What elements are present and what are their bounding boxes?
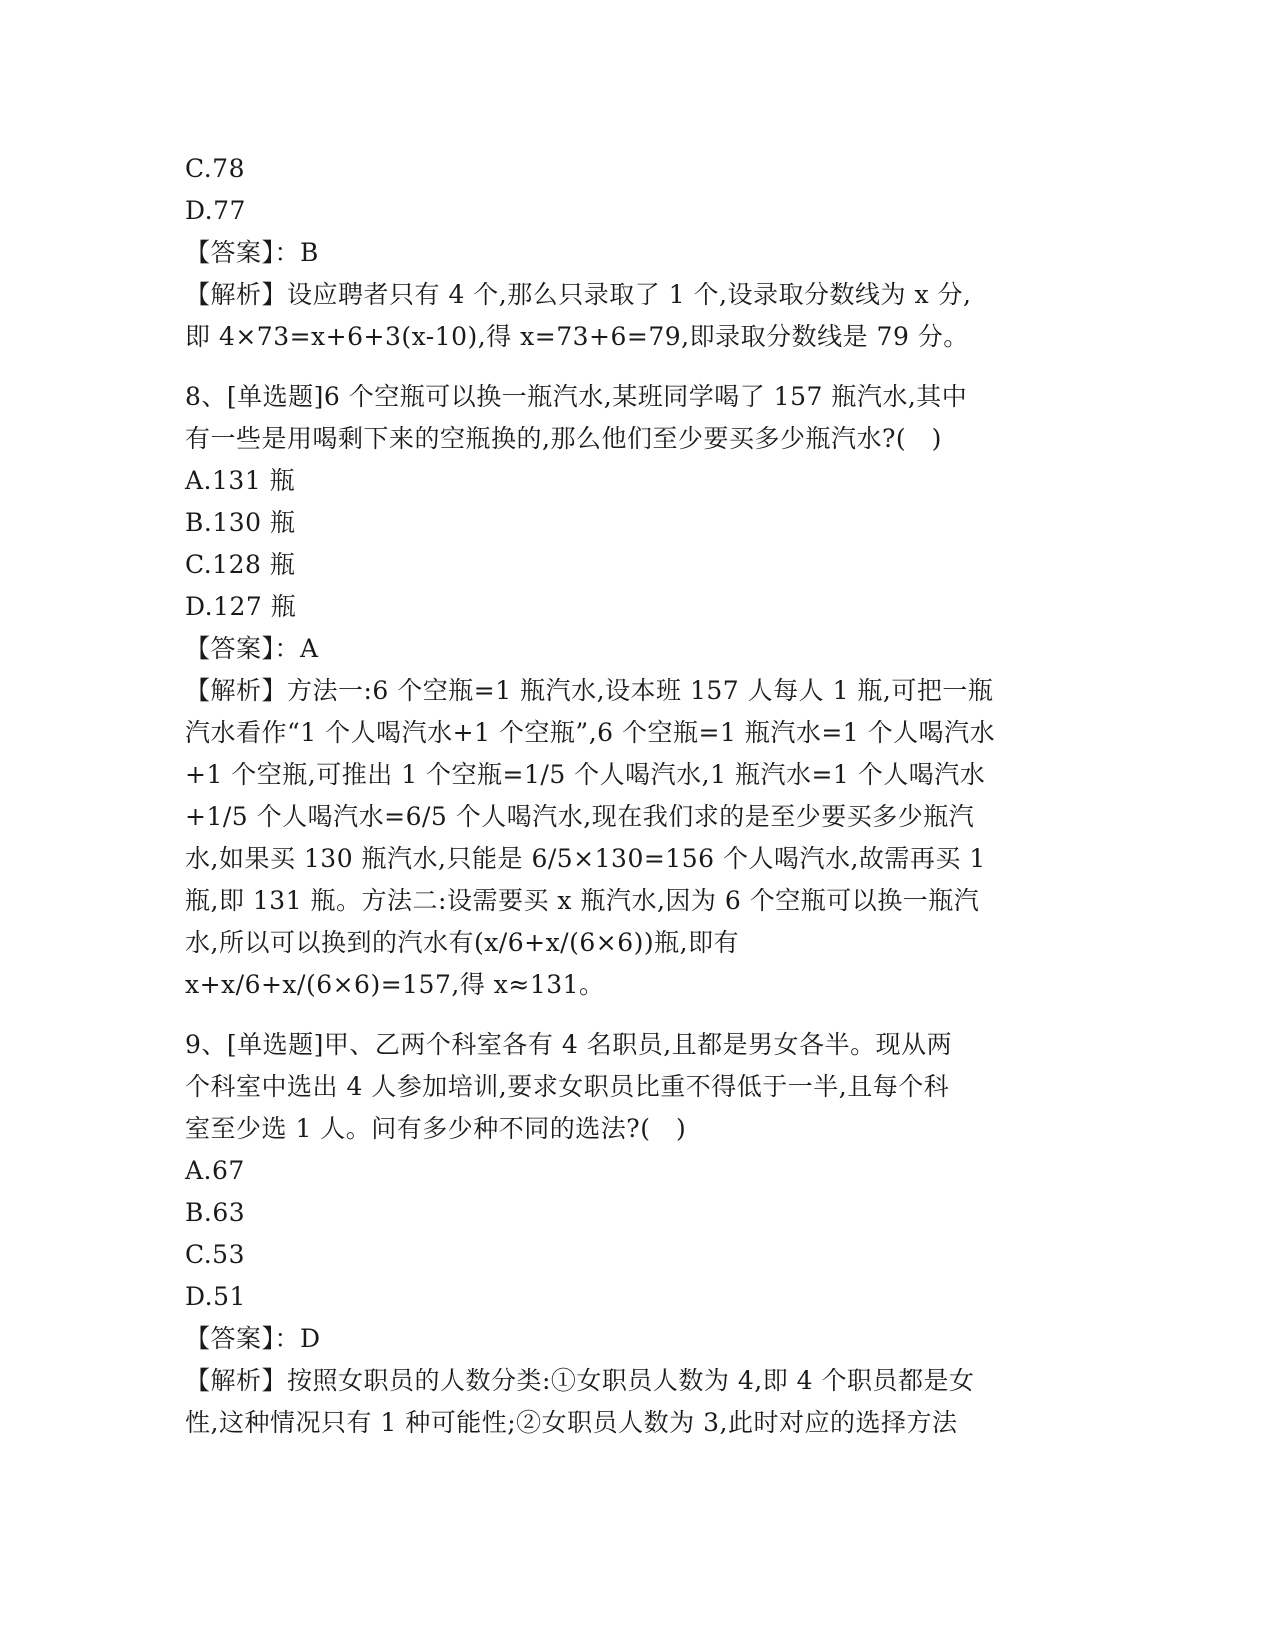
analysis-line: 【解析】设应聘者只有 4 个,那么只录取了 1 个,设录取分数线为 x 分, <box>185 280 972 309</box>
analysis-line: 【解析】方法一:6 个空瓶=1 瓶汽水,设本班 157 人每人 1 瓶,可把一瓶 <box>185 676 994 705</box>
option-a: A.67 <box>185 1156 245 1185</box>
question-9-block <box>185 1024 1085 1444</box>
spacer <box>185 1006 1085 1024</box>
document-body <box>185 148 1085 1444</box>
spacer <box>185 358 1085 376</box>
analysis-line: 水,如果买 130 瓶汽水,只能是 6/5×130=156 个人喝汽水,故需再买 1 <box>185 844 986 873</box>
option-c: C.128 瓶 <box>185 550 296 579</box>
analysis-line: 瓶,即 131 瓶。方法二:设需要买 x 瓶汽水,因为 6 个空瓶可以换一瓶汽 <box>185 886 980 915</box>
analysis-line: x+x/6+x/(6×6)=157,得 x≈131。 <box>185 970 605 999</box>
option-d: D.127 瓶 <box>185 592 297 621</box>
question-stem-line: 9、[单选题]甲、乙两个科室各有 4 名职员,且都是男女各半。现从两 <box>185 1030 953 1059</box>
analysis-line: 即 4×73=x+6+3(x-10),得 x=73+6=79,即录取分数线是 79 分。 <box>185 322 969 351</box>
option-d: D.51 <box>185 1282 246 1311</box>
option-b: B.63 <box>185 1198 246 1227</box>
question-8-block <box>185 376 1085 1006</box>
prev-question-block <box>185 148 1085 358</box>
question-stem-line: 个科室中选出 4 人参加培训,要求女职员比重不得低于一半,且每个科 <box>185 1072 950 1101</box>
analysis-line: 汽水看作“1 个人喝汽水+1 个空瓶”,6 个空瓶=1 瓶汽水=1 个人喝汽水 <box>185 718 996 747</box>
option-b: B.130 瓶 <box>185 508 296 537</box>
analysis-line: +1 个空瓶,可推出 1 个空瓶=1/5 个人喝汽水,1 瓶汽水=1 个人喝汽水 <box>185 760 986 789</box>
answer-line: 【答案】：D <box>185 1324 321 1353</box>
option-d: D.77 <box>185 196 246 225</box>
question-stem-line: 8、[单选题]6 个空瓶可以换一瓶汽水,某班同学喝了 157 瓶汽水,其中 <box>185 382 968 411</box>
option-a: A.131 瓶 <box>185 466 296 495</box>
answer-line: 【答案】：A <box>185 634 319 663</box>
analysis-line: 水,所以可以换到的汽水有(x/6+x/(6×6))瓶,即有 <box>185 928 740 957</box>
question-stem-line: 有一些是用喝剩下来的空瓶换的,那么他们至少要买多少瓶汽水?( ) <box>185 424 942 453</box>
answer-line: 【答案】：B <box>185 238 319 267</box>
option-c: C.78 <box>185 154 245 183</box>
option-c: C.53 <box>185 1240 245 1269</box>
analysis-line: +1/5 个人喝汽水=6/5 个人喝汽水,现在我们求的是至少要买多少瓶汽 <box>185 802 975 831</box>
analysis-line: 性,这种情况只有 1 种可能性;②女职员人数为 3,此时对应的选择方法 <box>185 1408 958 1437</box>
analysis-line: 【解析】按照女职员的人数分类:①女职员人数为 4,即 4 个职员都是女 <box>185 1366 975 1395</box>
question-stem-line: 室至少选 1 人。问有多少种不同的选法?( ) <box>185 1114 687 1143</box>
